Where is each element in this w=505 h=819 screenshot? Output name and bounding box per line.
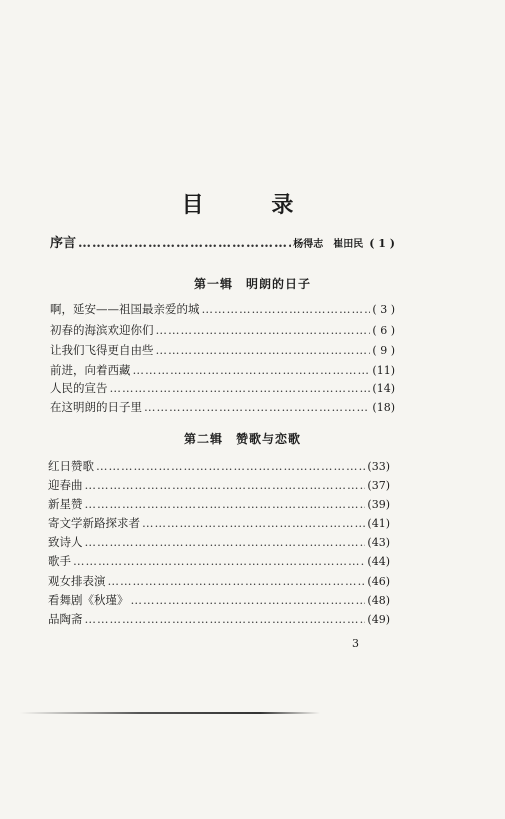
- toc-entry: [50, 342, 395, 359]
- dot-leader: [202, 301, 371, 317]
- entry-page: (49): [367, 613, 390, 626]
- dot-leader: [96, 458, 365, 474]
- entry-title: 看舞剧《秋瑾》: [48, 593, 129, 607]
- toc-entry: [50, 380, 395, 397]
- entry-title: 让我们飞得更自由些: [50, 343, 154, 357]
- toc-entry: [48, 477, 390, 494]
- toc-entry: [50, 362, 395, 379]
- entry-title: 歌手: [48, 554, 71, 568]
- entry-page: (37): [367, 479, 390, 492]
- entry-page: (18): [372, 401, 395, 414]
- toc-entry: [48, 592, 390, 609]
- toc-entry: [48, 534, 390, 551]
- entry-page: (48): [367, 594, 390, 607]
- entry-page: (41): [367, 517, 390, 530]
- preface-entry: [50, 236, 395, 253]
- section-heading-2: 第二辑 赞歌与恋歌: [183, 432, 301, 446]
- entry-title: 人民的宣告: [50, 381, 108, 395]
- page-number: 3: [352, 637, 359, 650]
- dot-leader: [156, 322, 371, 338]
- toc-entry: [50, 301, 395, 318]
- dot-leader: [156, 342, 371, 358]
- entry-title: 序言: [50, 236, 77, 251]
- page-title: 目 录: [181, 192, 324, 218]
- entry-title: 前进，向着西藏: [50, 363, 131, 377]
- entry-page: (14): [372, 382, 395, 395]
- entry-page: (11): [372, 364, 395, 377]
- toc-entry: [48, 515, 390, 532]
- dot-leader: [85, 496, 366, 512]
- entry-page: (43): [367, 536, 390, 549]
- dot-leader: [78, 236, 291, 252]
- section-heading-1: 第一辑 明朗的日子: [193, 277, 311, 291]
- dot-leader: [144, 399, 370, 415]
- entry-page: ( 9 ): [372, 344, 395, 357]
- entry-title: 观女排表演: [48, 574, 106, 588]
- toc-entry: [48, 458, 390, 475]
- dot-leader: [73, 553, 365, 569]
- toc-entry: [48, 496, 390, 513]
- entry-page: ( 1 ): [369, 237, 395, 250]
- entry-title: 初春的海滨欢迎你们: [50, 323, 154, 337]
- entry-page: (44): [367, 555, 390, 568]
- entry-title: 红日赞歌: [48, 459, 94, 473]
- entry-page: ( 6 ): [372, 324, 395, 337]
- dot-leader: [131, 592, 366, 608]
- entry-title: 迎春曲: [48, 478, 83, 492]
- toc-entry: [48, 573, 390, 590]
- entry-title: 品陶斋: [48, 612, 83, 626]
- entry-page: (33): [367, 460, 390, 473]
- entry-page: (46): [367, 575, 390, 588]
- dot-leader: [85, 477, 366, 493]
- toc-entry: [50, 322, 395, 339]
- dot-leader: [110, 380, 371, 396]
- dot-leader: [142, 515, 365, 531]
- scan-edge-line: [20, 712, 320, 714]
- entry-title: 在这明朗的日子里: [50, 400, 142, 414]
- toc-entry: [50, 399, 395, 416]
- dot-leader: [85, 611, 366, 627]
- entry-title: 啊，延安——祖国最亲爱的城: [50, 302, 200, 316]
- toc-entry: [48, 611, 390, 628]
- entry-title: 寄文学新路探求者: [48, 516, 140, 530]
- entry-title: 新星赞: [48, 497, 83, 511]
- entry-page: ( 3 ): [372, 303, 395, 316]
- entry-page: (39): [367, 498, 390, 511]
- dot-leader: [85, 534, 366, 550]
- dot-leader: [108, 573, 366, 589]
- entry-authors: 杨得志 崔田民: [293, 239, 364, 250]
- entry-title: 致诗人: [48, 535, 83, 549]
- toc-entry: [48, 553, 390, 570]
- dot-leader: [133, 362, 371, 378]
